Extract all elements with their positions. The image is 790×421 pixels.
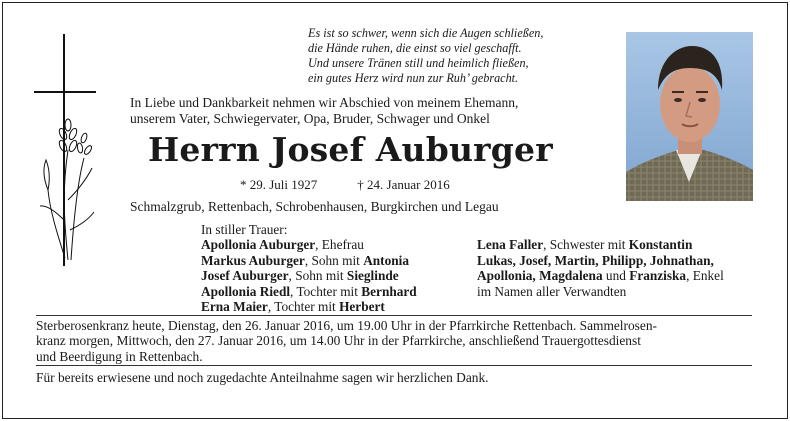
grandchildren-names: Apollonia, Magdalena — [477, 268, 603, 284]
poem-line: Und unsere Tränen still und heimlich fließen, — [308, 56, 529, 70]
mourner-name: Lena Faller — [477, 237, 544, 253]
mourner-entry — [201, 284, 417, 299]
service-line: und Beerdigung in Rettenbach. — [36, 348, 203, 364]
mourner-relation: , Ehefrau — [315, 237, 364, 253]
relatives-line: im Namen aller Verwandten — [477, 283, 627, 299]
mourner-relation: , Sohn mit — [304, 252, 364, 268]
intro-line: unserem Vater, Schwiegervater, Opa, Bruder, Schwager und Onkel — [130, 111, 490, 126]
mourner-name: Erna Maier — [201, 299, 268, 315]
divider — [36, 315, 752, 316]
thanks-line: Für bereits erwiesene und noch zugedachte Anteilnahme sagen wir herzlichen Dank. — [36, 370, 489, 385]
mourner-name: Apollonia Auburger — [201, 237, 316, 253]
mourner-entry — [477, 237, 724, 252]
mourner-partner: Konstantin — [628, 237, 693, 253]
poem-line: ein gutes Herz wird nun zur Ruh’ gebracht. — [308, 71, 519, 85]
mourners-left-column — [201, 222, 417, 314]
mourner-entry — [201, 299, 417, 314]
grandchildren-names: Franziska — [629, 268, 687, 284]
intro-line: In Liebe und Dankbarkeit nehmen wir Abschied von meinem Ehemann, — [130, 95, 519, 110]
mourner-entry — [201, 237, 417, 252]
places-line: Schmalzgrub, Rettenbach, Schrobenhausen, Burgkirchen und Legau — [130, 199, 499, 214]
poem-line: die Hände ruhen, die einst so viel geschafft. — [308, 41, 522, 55]
intro-text — [130, 95, 610, 127]
mourner-relation: , Schwester mit — [543, 237, 629, 253]
cross-with-wheat-icon — [34, 30, 104, 270]
life-dates — [240, 177, 540, 193]
mourner-relation: , Tochter mit — [267, 299, 340, 315]
death-date: † 24. Januar 2016 — [357, 177, 450, 192]
grandchildren-relation: , Enkel — [686, 268, 724, 284]
grandchildren-line — [477, 268, 724, 283]
birth-date: * 29. Juli 1927 — [240, 177, 318, 192]
mourners-heading: In stiller Trauer: — [201, 222, 288, 237]
service-line: kranz morgen, Mittwoch, den 27. Januar 2016, um 14.00 Uhr in der Pfarrkirche, anschließend Trauergottesdienst — [36, 333, 641, 349]
portrait-image — [626, 32, 753, 201]
mourner-entry — [201, 253, 417, 268]
deceased-name: Herrn Josef Auburger — [148, 130, 553, 169]
conjunction: und — [602, 268, 630, 284]
mourners-right-column — [477, 237, 724, 299]
poem — [308, 26, 608, 86]
portrait-photo — [626, 32, 753, 201]
service-info — [36, 318, 752, 364]
mourner-entry — [201, 268, 417, 283]
mourner-name: Apollonia Riedl — [201, 283, 291, 299]
grandchildren-line — [477, 253, 724, 268]
grandchildren-names: Lukas, Josef, Martin, Philipp, Johnathan, — [477, 252, 714, 268]
service-line: Sterberosenkranz heute, Dienstag, den 26. Januar 2016, um 19.00 Uhr in der Pfarrkirche Rettenbach. Sammelrosen- — [36, 318, 657, 333]
mourner-partner: Bernhard — [361, 283, 417, 299]
mourner-relation: , Tochter mit — [290, 283, 362, 299]
mourner-partner: Antonia — [363, 252, 409, 268]
divider — [36, 365, 752, 366]
mourner-name: Markus Auburger — [201, 252, 305, 268]
mourner-relation: , Sohn mit — [288, 268, 347, 284]
mourner-name: Josef Auburger — [201, 268, 289, 284]
poem-line: Es ist so schwer, wenn sich die Augen schließen, — [308, 26, 544, 40]
mourner-partner: Herbert — [339, 299, 385, 315]
mourner-partner: Sieglinde — [346, 268, 399, 284]
